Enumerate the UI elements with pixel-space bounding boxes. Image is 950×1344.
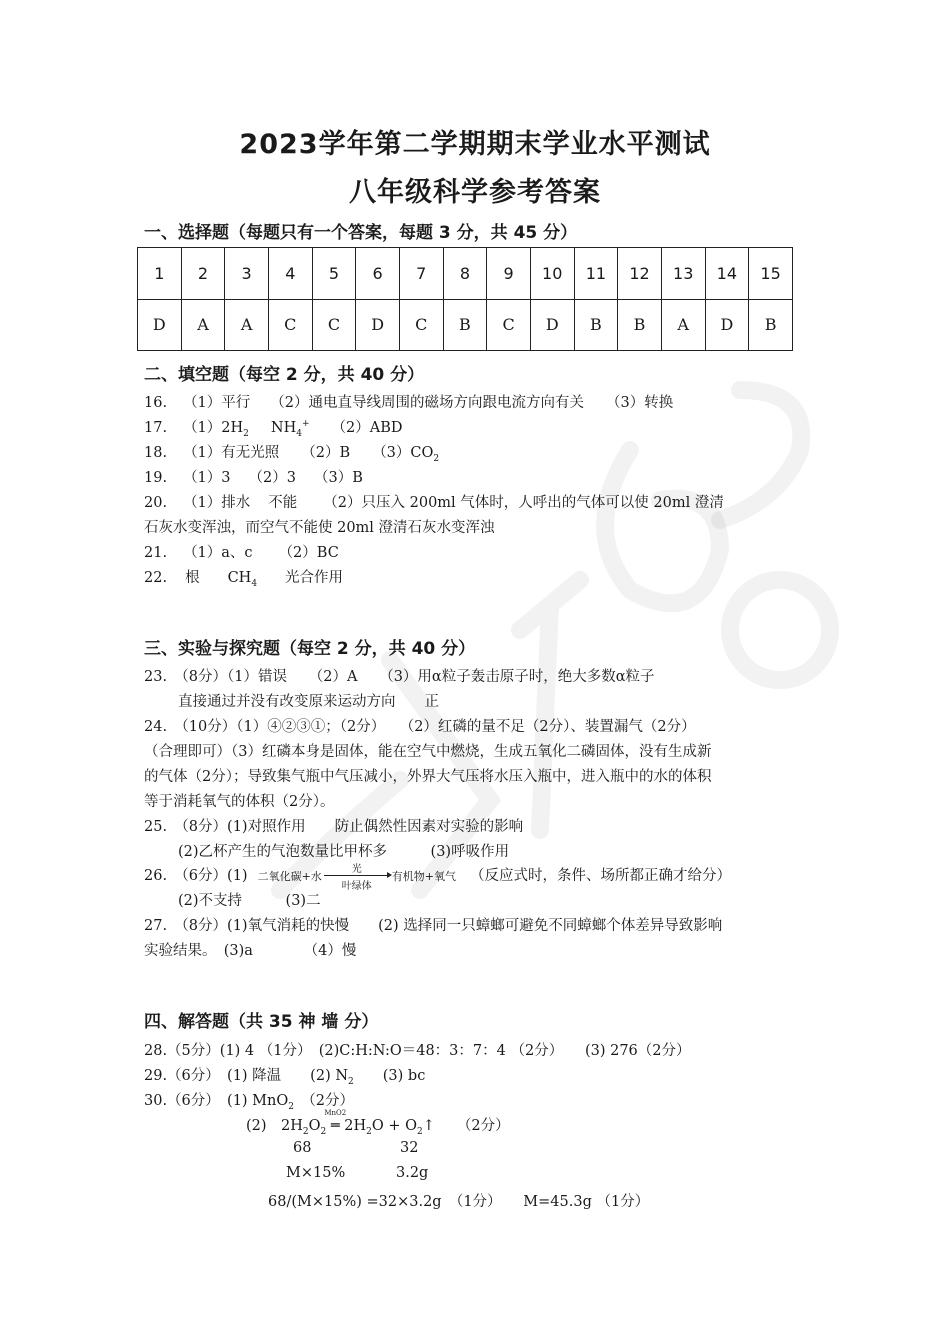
q24-line-4: 等于消耗氧气的体积（2分）。 <box>144 794 335 810</box>
question-number-cell: 9 <box>487 248 531 300</box>
q17-answer-2: （2）ABD <box>331 420 403 436</box>
answer-cell: B <box>574 299 618 351</box>
question-number-cell: 12 <box>618 248 662 300</box>
answer-cell: D <box>356 299 400 351</box>
q21-answer-1: （1）a、c <box>183 545 253 561</box>
question-number-cell: 2 <box>181 248 225 300</box>
q30-eq-points: （2分） <box>456 1118 510 1134</box>
q16-answer-3: （3）转换 <box>606 395 674 411</box>
q18-answer-3: （3）CO <box>372 445 434 461</box>
q29-answer-1: 29.（6分） (1) 降温 (2) N <box>144 1068 349 1084</box>
answer-cell: A <box>181 299 225 351</box>
q30-solution: 68/(M×15%) =32×3.2g （1分） M=45.3g （1分） <box>268 1194 650 1210</box>
q27-line-1: 27. （8分）(1)氧气消耗的快慢 (2) 选择同一只蟑螂可避免不同蟑螂个体差异导致影响 <box>144 918 723 934</box>
q24-line-1: 24. （10分）（1）④②③①；（2分） （2）红磷的量不足（2分）、装置漏气（2分） <box>144 719 696 735</box>
answer-cell: A <box>661 299 705 351</box>
q22-answer-2: CH <box>227 570 252 586</box>
q30-eq-sub-1: 2 <box>302 1126 309 1137</box>
q25-line-1: 25. （8分）(1)对照作用 防止偶然性因素对实验的影响 <box>144 819 524 835</box>
page-subtitle: 八年级科学参考答案 <box>349 177 601 208</box>
answer-cell: B <box>749 299 793 351</box>
q16-line <box>144 391 673 412</box>
question-number-cell: 15 <box>749 248 793 300</box>
q30-eq-o: O <box>308 1118 321 1134</box>
q20-answer-1: （1）排水 <box>183 495 251 511</box>
q17-answer-1b-charge: + <box>301 419 310 430</box>
answer-cell: D <box>138 299 182 351</box>
q18-answer-1: （1）有无光照 <box>183 445 280 461</box>
question-number-cell: 6 <box>356 248 400 300</box>
question-number-cell: 8 <box>443 248 487 300</box>
section-heading-fill: 二、填空题（每空 2 分，共 40 分） <box>144 365 425 385</box>
q30-eq-product: 2H <box>344 1118 367 1134</box>
q22-answer-3: 光合作用 <box>285 570 344 586</box>
question-number-cell: 13 <box>661 248 705 300</box>
question-number-cell: 14 <box>705 248 749 300</box>
q19-answer-3: （3）B <box>313 470 363 486</box>
q17-answer-1b-subscript: 4 <box>296 428 302 439</box>
q17-answer-1-subscript: 2 <box>243 428 249 439</box>
q20-line-2: 石灰水变浑浊，而空气不能使 20ml 澄清石灰水变浑浊 <box>144 520 495 536</box>
answer-cell: C <box>268 299 312 351</box>
q20-answer-1b: 不能 <box>268 495 298 511</box>
q30-answer-1-points: （2分） <box>294 1093 354 1109</box>
q16-answer-2: （2）通电直导线周围的磁场方向跟电流方向有关 <box>270 395 585 411</box>
q26-reactants: 二氧化碳+水 <box>257 870 322 883</box>
q20-number: 20. <box>144 495 168 511</box>
section-heading-answer: 四、解答题（共 35 神 墙 分） <box>144 1012 379 1032</box>
q16-answer-1: （1）平行 <box>183 395 251 411</box>
q18-answer-2: （2）B <box>301 445 351 461</box>
q29-line <box>144 1064 425 1087</box>
question-number-cell: 5 <box>312 248 356 300</box>
q20-line-1 <box>144 491 724 512</box>
answer-cell: A <box>225 299 269 351</box>
q17-number: 17. <box>144 420 168 436</box>
q30-answer-1: 30.（6分） (1) MnO <box>144 1093 289 1109</box>
q27-line-2: 实验结果。 (3)a （4）慢 <box>144 943 357 959</box>
page-title: 2023学年第二学期期末学业水平测试 <box>239 129 711 160</box>
answer-table-answer-row <box>138 299 793 351</box>
answer-cell: C <box>399 299 443 351</box>
q26-products: 有机物+氧气 <box>391 870 457 883</box>
question-number-cell: 4 <box>268 248 312 300</box>
q17-answer-1: （1）2H <box>183 420 244 436</box>
q22-line <box>144 566 343 589</box>
q25-line-2: (2)乙杯产生的气泡数量比甲杯多 (3)呼吸作用 <box>178 844 510 860</box>
q21-line <box>144 541 339 562</box>
question-number-cell: 3 <box>225 248 269 300</box>
answer-cell: D <box>530 299 574 351</box>
q19-line <box>144 466 363 487</box>
q26-site: 叶绿体 <box>341 881 372 892</box>
answer-table-number-row <box>138 248 793 300</box>
q19-number: 19. <box>144 470 168 486</box>
q28-line: 28.（5分）(1) 4 （1分） (2)C:H:N:O＝48：3：7：4 （2分） (3) 276（2分） <box>144 1043 691 1059</box>
q20-answer-2: （2）只压入 200ml 气体时，人呼出的气体可以使 20ml 澄清 <box>323 495 724 511</box>
question-number-cell: 11 <box>574 248 618 300</box>
q17-line <box>144 416 403 439</box>
q22-number: 22. <box>144 570 168 586</box>
q30-eq-sub-4: 2 <box>417 1126 423 1137</box>
answer-cell: D <box>705 299 749 351</box>
q23-line-1: 23. （8分）（1）错误 （2）A （3）用α粒子轰击原子时，绝大多数α粒子 <box>144 669 655 685</box>
q26-prefix: 26. （6分）(1) <box>144 868 248 884</box>
answer-table <box>137 247 793 351</box>
q18-number: 18. <box>144 445 168 461</box>
q26-reaction-arrow <box>322 864 392 892</box>
q30-eq-reactant: (2) 2H <box>246 1118 303 1134</box>
q30-eq-sub-2: 2 <box>320 1126 327 1137</box>
q30-ratio-1a: 68 <box>293 1140 312 1156</box>
q22-answer-2-subscript: 4 <box>251 578 258 589</box>
question-number-cell: 10 <box>530 248 574 300</box>
question-number-cell: 1 <box>138 248 182 300</box>
q16-number: 16. <box>144 395 168 411</box>
q23-line-2: 直接通过并没有改变原来运动方向 正 <box>178 694 439 710</box>
q29-subscript: 2 <box>348 1076 354 1087</box>
section-heading-choice: 一、选择题（每题只有一个答案，每题 3 分，共 45 分） <box>144 223 578 243</box>
q21-number: 21. <box>144 545 168 561</box>
q30-eq-sign: MnO2 ═ <box>326 1118 344 1134</box>
q21-answer-2: （2）BC <box>278 545 339 561</box>
q26-line-1 <box>144 864 732 892</box>
q19-answer-2: （2）3 <box>248 470 296 486</box>
q30-equation <box>246 1109 510 1137</box>
answer-cell: B <box>443 299 487 351</box>
q18-answer-3-subscript: 2 <box>433 453 440 464</box>
q18-line <box>144 441 439 464</box>
answer-cell: C <box>487 299 531 351</box>
q26-note: （反应式时，条件、场所都正确才给分） <box>470 868 732 884</box>
q22-answer-1: 根 <box>185 570 200 586</box>
q30-gas-arrow: ↑ <box>422 1118 435 1134</box>
q24-line-3: 的气体（2分）；导致集气瓶中气压减小，外界大气压将水压入瓶中，进入瓶中的水的体积 <box>144 769 712 785</box>
q26-condition: 光 <box>351 864 362 875</box>
q30-catalyst: MnO2 <box>324 1109 347 1117</box>
q17-answer-1b: NH <box>270 420 297 436</box>
q26-line-2: (2)不支持 (3)二 <box>178 893 321 909</box>
answer-cell: B <box>618 299 662 351</box>
section-heading-experiment: 三、实验与探究题（每空 2 分，共 40 分） <box>144 639 476 659</box>
q29-answer-2: (3) bc <box>353 1068 426 1084</box>
q19-answer-1: （1）3 <box>183 470 231 486</box>
q26-arrow-bar <box>324 875 390 876</box>
q30-eq-mid: O + O <box>371 1118 418 1134</box>
q30-ratio-2b: 3.2g <box>396 1165 429 1181</box>
q30-answer-1-subscript: 2 <box>288 1101 294 1112</box>
q30-ratio-2a: M×15% <box>286 1165 346 1181</box>
q30-ratio-1b: 32 <box>400 1140 419 1156</box>
answer-cell: C <box>312 299 356 351</box>
q24-line-2: （合理即可）（3）红磷本身是固体，能在空气中燃烧，生成五氧化二磷固体，没有生成新 <box>144 744 712 760</box>
question-number-cell: 7 <box>399 248 443 300</box>
q30-eq-sub-3: 2 <box>366 1126 372 1137</box>
